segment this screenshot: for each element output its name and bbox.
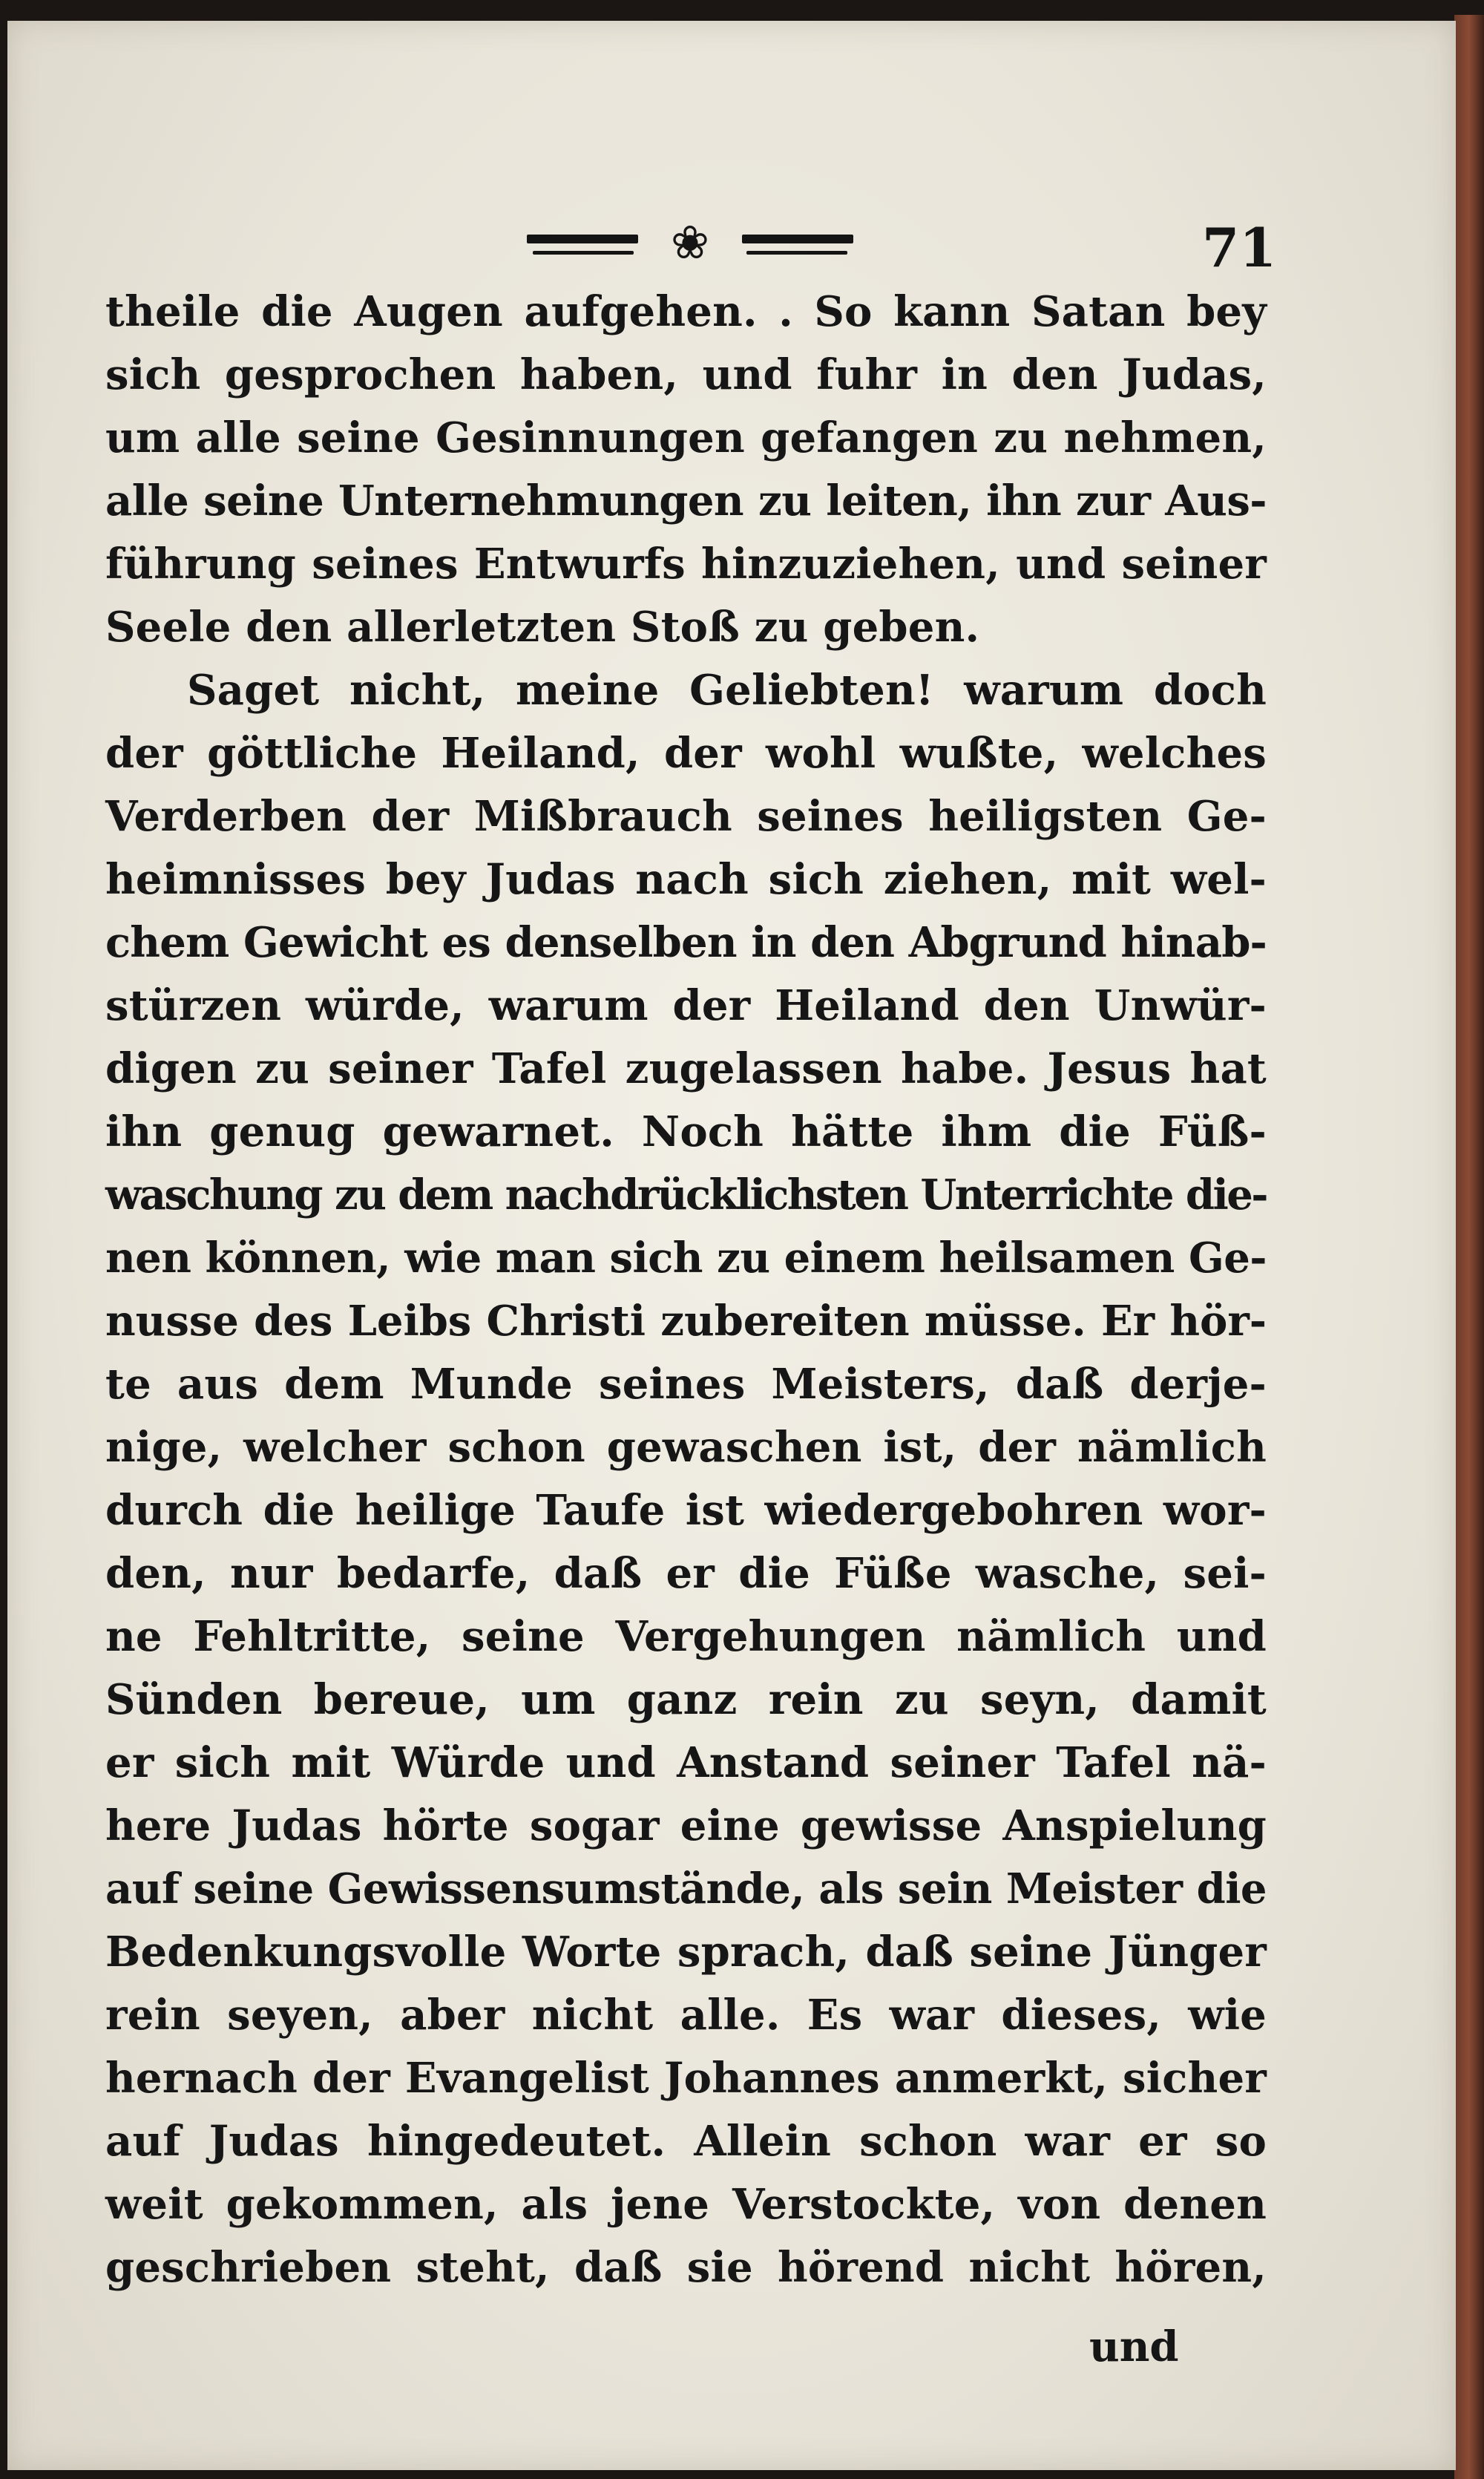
text-line: ihn genug gewarnet. Noch hätte ihm die Füß- — [105, 1107, 1267, 1156]
book-page — [7, 21, 1456, 2470]
ornament-bar-right-thin — [746, 251, 847, 255]
text-line: te aus dem Munde seines Meisters, daß derje- — [105, 1360, 1267, 1409]
text-line: Seele den allerletzten Stoß zu geben. — [105, 603, 980, 652]
text-line: durch die heilige Taufe ist wiedergebohren wor- — [105, 1486, 1267, 1535]
text-line: nige, welcher schon gewaschen ist, der nämlich — [105, 1423, 1267, 1472]
text-line: digen zu seiner Tafel zugelassen habe. Jesus hat — [105, 1044, 1267, 1093]
text-line: rein seyen, aber nicht alle. Es war dieses, wie — [105, 1991, 1267, 2040]
text-line: stürzen würde, warum der Heiland den Unwür- — [105, 981, 1267, 1030]
text-line: hernach der Evangelist Johannes anmerkt, sicher — [105, 2054, 1267, 2103]
text-line: auf Judas hingedeutet. Allein schon war er so — [105, 2117, 1267, 2166]
ornament-bar-left — [527, 235, 638, 243]
text-line: führung seines Entwurfs hinzuziehen, und seiner — [105, 540, 1267, 589]
text-line: chem Gewicht es denselben in den Abgrund hinab- — [105, 918, 1267, 967]
body-text — [105, 281, 1267, 2299]
text-line: Sünden bereue, um ganz rein zu seyn, damit — [105, 1675, 1267, 1724]
ornament-bar-right — [742, 235, 853, 243]
text-line: alle seine Unternehmungen zu leiten, ihn zur Aus- — [105, 477, 1267, 525]
text-line: geschrieben steht, daß sie hörend nicht hören, — [105, 2243, 1267, 2292]
text-line: er sich mit Würde und Anstand seiner Tafel nä- — [105, 1738, 1267, 1787]
text-line: weit gekommen, als jene Verstockte, von denen — [105, 2180, 1267, 2229]
text-line: um alle seine Gesinnungen gefangen zu nehmen, — [105, 413, 1267, 462]
text-line: here Judas hörte sogar eine gewisse Anspielung — [105, 1801, 1267, 1850]
header-ornament — [527, 215, 853, 275]
text-line: sich gesprochen haben, und fuhr in den Judas, — [105, 350, 1267, 399]
paragraph-start-line: Saget nicht, meine Geliebten! warum doch — [187, 666, 1267, 715]
text-line: waschung zu dem nachdrücklichsten Unterrichte die- — [105, 1170, 1267, 1219]
catchword: und — [1089, 2322, 1179, 2371]
text-line: ne Fehltritte, seine Vergehungen nämlich und — [105, 1612, 1267, 1661]
text-line: Bedenkungsvolle Worte sprach, daß seine Jünger — [105, 1928, 1267, 1977]
text-line: auf seine Gewissensumstände, als sein Meister die — [105, 1864, 1267, 1913]
text-line: den, nur bedarfe, daß er die Füße wasche, sei- — [105, 1549, 1267, 1598]
text-line: nusse des Leibs Christi zubereiten müsse. Er hör- — [105, 1297, 1267, 1346]
page-number: 71 — [1202, 216, 1277, 279]
text-line: theile die Augen aufgehen. . So kann Satan bey — [105, 287, 1267, 336]
fleuron-icon: ❀ — [671, 215, 709, 269]
text-line: heimnisses bey Judas nach sich ziehen, mit wel- — [105, 855, 1267, 904]
text-line: nen können, wie man sich zu einem heilsamen Ge- — [105, 1234, 1267, 1283]
page-edge — [1454, 15, 1484, 2479]
text-line: der göttliche Heiland, der wohl wußte, welches — [105, 729, 1267, 778]
text-line: Verderben der Mißbrauch seines heiligsten Ge- — [105, 792, 1267, 841]
page-header — [7, 215, 1456, 282]
ornament-bar-left-thin — [533, 251, 634, 255]
